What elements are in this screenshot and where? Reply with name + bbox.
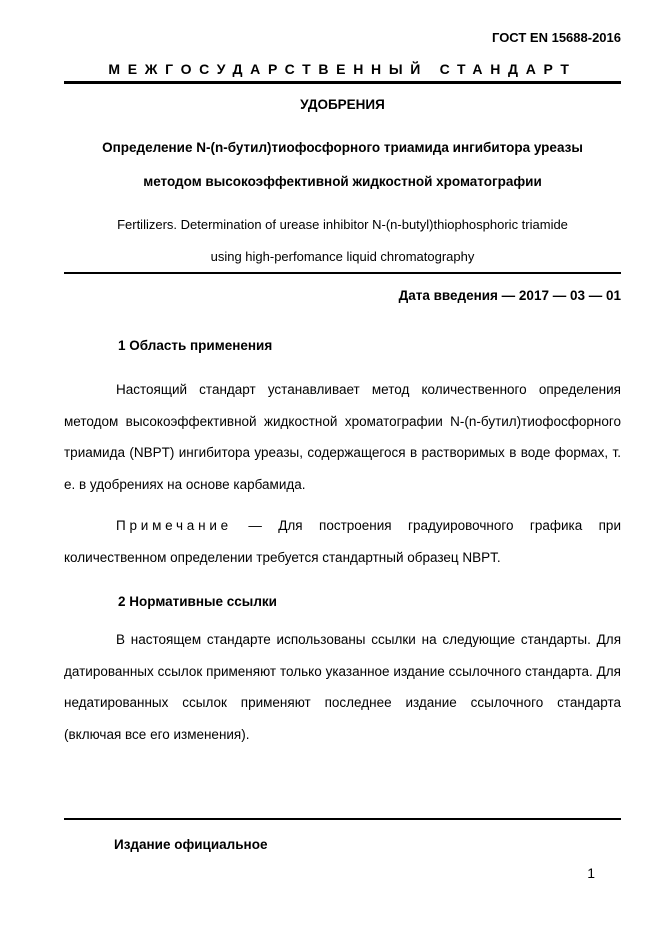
section-1-note: [64, 510, 621, 573]
footer-rule: [64, 818, 621, 820]
title-rule: [64, 272, 621, 274]
section-2-paragraph: В настоящем стандарте использованы ссылки на следующие стандарты. Для датированных ссылок применяют только указанное издание ссылочного стандарта. Для недатированных ссылок применяют последнее издание ссылочного стандарта (включая все его изменения).: [64, 632, 621, 742]
standard-type-heading: МЕЖГОСУДАРСТВЕННЫЙ СТАНДАРТ: [108, 61, 577, 77]
doc-code: ГОСТ EN 15688-2016: [492, 30, 621, 45]
document-subject: УДОБРЕНИЯ: [300, 97, 385, 112]
section-2-heading: 2 Нормативные ссылки: [118, 594, 277, 609]
note-label: Примечание: [116, 518, 232, 533]
section-1-paragraph: Настоящий стандарт устанавливает метод количественного определения методом высокоэффективной жидкостной хроматографии N-(n-бутил)тиофосфорного триамида (NBPT) ингибитора уреазы, содержащегося в растворимых в воде формах, т. е. в удобрениях на основе карбамида.: [64, 382, 621, 492]
header-rule: [64, 81, 621, 84]
title-en-line2: using high-perfomance liquid chromatography: [210, 249, 475, 264]
note-text: — Для построения градуировочного графика при количественном определении требуется стандартный образец NBPT.: [64, 518, 621, 565]
title-ru-line1: Определение N-(n-бутил)тиофосфорного триамида ингибитора уреазы: [102, 140, 583, 155]
section-1-heading: 1 Область применения: [118, 338, 273, 353]
page-number: 1: [587, 865, 595, 881]
title-en-line1: Fertilizers. Determination of urease inhibitor N-(n-butyl)thiophosphoric triamide: [117, 217, 568, 232]
title-ru-line2: методом высокоэффективной жидкостной хроматографии: [143, 174, 542, 189]
effective-date: Дата введения — 2017 — 03 — 01: [398, 288, 621, 303]
edition-note: Издание официальное: [114, 837, 268, 852]
